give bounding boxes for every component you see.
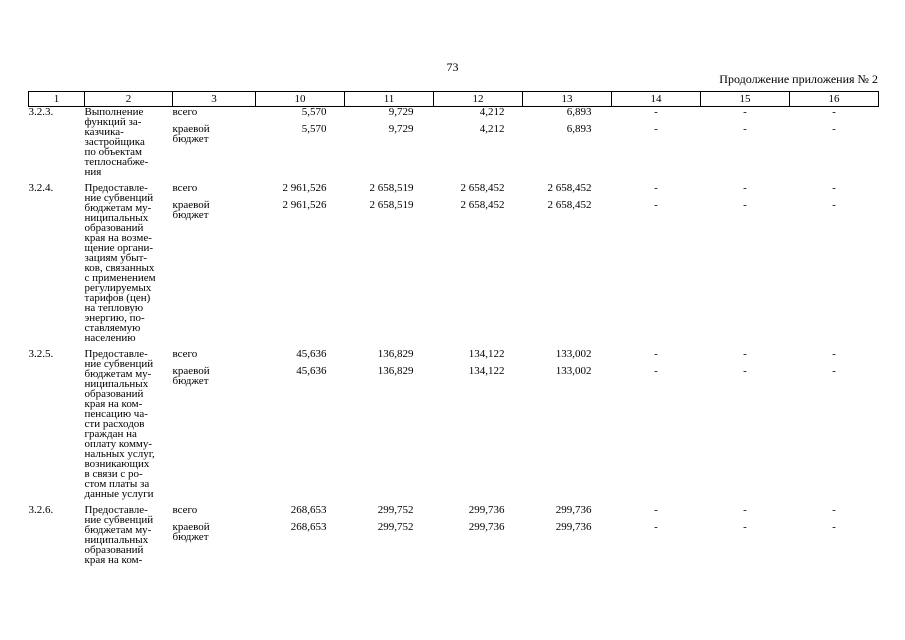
empty-dash: -: [654, 504, 658, 516]
funding-source: всего: [172, 106, 198, 118]
value-cell-11: [345, 183, 434, 349]
empty-dash: -: [743, 504, 747, 516]
funding-source: всего: [172, 504, 198, 516]
header-cell: 1: [29, 92, 85, 107]
amount-value: 6,893: [566, 123, 592, 135]
header-cell: 13: [523, 92, 612, 107]
value-cell-16: [790, 183, 879, 349]
table-row: [29, 183, 879, 349]
value-cell-13: [523, 505, 612, 571]
amount-value: 9,729: [388, 123, 414, 135]
budget-table: [28, 91, 879, 571]
amount-value: 2 658,452: [460, 199, 505, 211]
table-row: [29, 349, 879, 505]
amount-value: 299,736: [555, 521, 592, 533]
value-cell-10: [256, 183, 345, 349]
amount-value: 4,212: [479, 106, 505, 118]
value-cell-15: [701, 349, 790, 505]
amount-value: 2 658,452: [547, 182, 592, 194]
funding-source: краевой бюджет: [172, 123, 210, 145]
value-cell-15: [701, 107, 790, 184]
value-cell-14: [612, 183, 701, 349]
funding-source: краевой бюджет: [172, 199, 210, 221]
amount-value: 6,893: [566, 106, 592, 118]
value-cell-14: [612, 107, 701, 184]
empty-dash: -: [832, 106, 836, 118]
page-number: 73: [446, 60, 459, 74]
header-cell: 2: [85, 92, 173, 107]
empty-dash: -: [743, 123, 747, 135]
empty-dash: -: [743, 365, 747, 377]
amount-value: 299,736: [555, 504, 592, 516]
empty-dash: -: [654, 365, 658, 377]
value-cell-12: [434, 349, 523, 505]
row-code: 3.2.4.: [28, 182, 54, 194]
funding-source: всего: [172, 348, 198, 360]
amount-value: 2 658,452: [460, 182, 505, 194]
amount-value: 2 961,526: [282, 182, 327, 194]
amount-value: 2 658,452: [547, 199, 592, 211]
header-cell: 15: [701, 92, 790, 107]
empty-dash: -: [743, 199, 747, 211]
value-cell-13: [523, 349, 612, 505]
empty-dash: -: [743, 182, 747, 194]
funding-source: краевой бюджет: [172, 365, 210, 387]
amount-value: 299,752: [377, 504, 414, 516]
amount-value: 136,829: [377, 365, 414, 377]
amount-value: 134,122: [468, 348, 505, 360]
empty-dash: -: [743, 106, 747, 118]
amount-value: 134,122: [468, 365, 505, 377]
value-cell-12: [434, 183, 523, 349]
funding-source: краевой бюджет: [172, 521, 210, 543]
empty-dash: -: [832, 123, 836, 135]
value-cell-11: [345, 107, 434, 184]
row-name: Выполнение функций за- казчика- застройщика по объектам теплоснабже- ния: [84, 106, 149, 178]
empty-dash: -: [832, 365, 836, 377]
row-code: 3.2.3.: [28, 106, 54, 118]
amount-value: 4,212: [479, 123, 505, 135]
value-cell-16: [790, 107, 879, 184]
funding-source-cell: [173, 183, 256, 349]
amount-value: 299,752: [377, 521, 414, 533]
value-cell-12: [434, 505, 523, 571]
value-cell-10: [256, 349, 345, 505]
row-name: Предоставле- ние субвенций бюджетам му- ниципальных образований края на ком-: [84, 504, 154, 566]
value-cell-15: [701, 183, 790, 349]
value-cell-12: [434, 107, 523, 184]
value-cell-11: [345, 349, 434, 505]
empty-dash: -: [654, 199, 658, 211]
funding-source-cell: [173, 349, 256, 505]
amount-value: 5,570: [301, 106, 327, 118]
continuation-caption: Продолжение приложения № 2: [719, 72, 878, 86]
empty-dash: -: [832, 199, 836, 211]
empty-dash: -: [654, 348, 658, 360]
value-cell-15: [701, 505, 790, 571]
value-cell-10: [256, 505, 345, 571]
table-row: [29, 107, 879, 184]
empty-dash: -: [832, 348, 836, 360]
empty-dash: -: [743, 348, 747, 360]
amount-value: 299,736: [468, 504, 505, 516]
amount-value: 2 658,519: [369, 199, 414, 211]
amount-value: 5,570: [301, 123, 327, 135]
amount-value: 136,829: [377, 348, 414, 360]
funding-source: всего: [172, 182, 198, 194]
value-cell-14: [612, 349, 701, 505]
row-name: Предоставле- ние субвенций бюджетам му- ниципальных образований края на ком- пенсацию ча- сти расходов граждан на оплату комму- нальных услуг, возникающих в связи с ро- стом платы за данные услуги: [84, 348, 155, 500]
amount-value: 45,636: [296, 365, 327, 377]
empty-dash: -: [743, 521, 747, 533]
amount-value: 2 658,519: [369, 182, 414, 194]
value-cell-16: [790, 505, 879, 571]
value-cell-11: [345, 505, 434, 571]
empty-dash: -: [654, 182, 658, 194]
header-cell: 3: [173, 92, 256, 107]
value-cell-13: [523, 107, 612, 184]
amount-value: 2 961,526: [282, 199, 327, 211]
header-cell: 12: [434, 92, 523, 107]
value-cell-10: [256, 107, 345, 184]
funding-source-cell: [173, 505, 256, 571]
header-cell: 14: [612, 92, 701, 107]
value-cell-13: [523, 183, 612, 349]
row-code: 3.2.5.: [28, 348, 54, 360]
row-name: Предоставле- ние субвенций бюджетам му- ниципальных образований края на возме- щение органи- зациям убыт- ков, связанных с применением регулируемых тарифов (цен) на тепловую энергию, по- ставляемую населению: [84, 182, 156, 344]
amount-value: 299,736: [468, 521, 505, 533]
empty-dash: -: [832, 182, 836, 194]
value-cell-16: [790, 349, 879, 505]
header-cell: 16: [790, 92, 879, 107]
empty-dash: -: [654, 106, 658, 118]
amount-value: 268,653: [290, 504, 327, 516]
value-cell-14: [612, 505, 701, 571]
header-row: [29, 92, 879, 107]
amount-value: 268,653: [290, 521, 327, 533]
amount-value: 133,002: [555, 348, 592, 360]
funding-source-cell: [173, 107, 256, 184]
amount-value: 133,002: [555, 365, 592, 377]
empty-dash: -: [832, 521, 836, 533]
empty-dash: -: [654, 123, 658, 135]
row-code: 3.2.6.: [28, 504, 54, 516]
header-cell: 11: [345, 92, 434, 107]
header-cell: 10: [256, 92, 345, 107]
empty-dash: -: [832, 504, 836, 516]
amount-value: 45,636: [296, 348, 327, 360]
amount-value: 9,729: [388, 106, 414, 118]
empty-dash: -: [654, 521, 658, 533]
table-row: [29, 505, 879, 571]
